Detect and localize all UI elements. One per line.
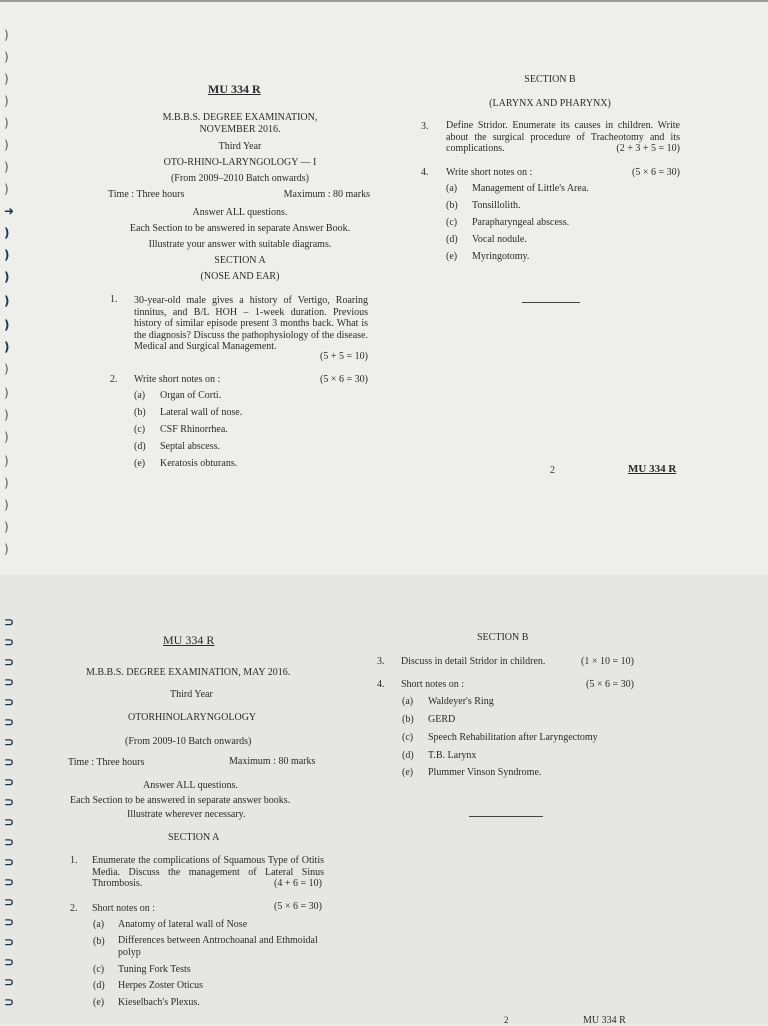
year: Third Year [170, 689, 213, 700]
question-2-marks: (5 × 6 = 30) [274, 901, 322, 912]
section-a-heading: SECTION A [168, 832, 220, 843]
sub-item-text: Plummer Vinson Syndrome. [428, 767, 542, 778]
instruction-illustrate: Illustrate wherever necessary. [127, 809, 246, 820]
paper-code: MU 334 R [163, 633, 215, 647]
sub-item-label: (a) [446, 183, 458, 194]
instruction-answer-book: Each Section to be answered in separate Answer Book. [129, 223, 351, 234]
binding-hole-icon: ) [4, 520, 9, 534]
question-4-marks: (5 × 6 = 30) [586, 679, 634, 690]
binding-hole-icon: ⊃ [4, 615, 15, 629]
sub-item-text: Anatomy of lateral wall of Nose [118, 919, 248, 930]
exam-title: M.B.B.S. DEGREE EXAMINATION, [162, 112, 318, 123]
footer-paper-code: MU 334 R [628, 463, 677, 475]
question-number: 3. [421, 121, 429, 132]
binding-hole-icon: ) [4, 116, 9, 130]
binding-hole-icon: ⊃ [4, 695, 15, 709]
binding-hole-icon: ⊃ [4, 975, 15, 989]
sub-item-text: Management of Little's Area. [472, 183, 589, 194]
binding-hole-icon: ) [4, 248, 10, 262]
question-4-text: Write short notes on : [446, 167, 533, 178]
question-2-marks: (5 × 6 = 30) [320, 374, 368, 385]
instruction-answer-book: Each Section to be answered in separate answer books. [70, 795, 291, 806]
question-number: 1. [70, 855, 78, 866]
question-number: 3. [377, 656, 385, 667]
sub-item-text: CSF Rhinorrhea. [160, 424, 228, 435]
year: Third Year [218, 141, 262, 152]
instruction-answer-all: Answer ALL questions. [143, 780, 238, 791]
sub-item-text: Vocal nodule. [472, 234, 527, 245]
subject: OTORHINOLARYNGOLOGY [128, 712, 257, 723]
question-2-text: Write short notes on : [134, 374, 221, 385]
question-2-text: Short notes on : [92, 903, 156, 914]
question-4-marks: (5 × 6 = 30) [632, 167, 680, 178]
binding-hole-icon: ⊃ [4, 655, 15, 669]
sub-item-label: (c) [134, 424, 146, 435]
sub-item-text: Speech Rehabilitation after Laryngectomy [428, 732, 598, 743]
sub-item-text: Tonsillolith. [472, 200, 521, 211]
binding-hole-icon: ⊃ [4, 815, 15, 829]
binding-holes [0, 2, 16, 577]
question-4-text: Short notes on : [401, 679, 465, 690]
section-a-heading: SECTION A [214, 255, 266, 266]
exam-title: M.B.B.S. DEGREE EXAMINATION, MAY 2016. [86, 667, 291, 678]
binding-hole-icon: ) [4, 408, 9, 422]
footer-paper-code: MU 334 R [583, 1015, 626, 1026]
batch: (From 2009–2010 Batch onwards) [170, 173, 310, 184]
sub-item-label: (b) [134, 407, 146, 418]
question-1-text: Enumerate the complications of Squamous Type of Otitis Media. Discuss the management of Lateral Sinus Thrombosis. [92, 855, 324, 889]
sub-item-label: (b) [402, 714, 414, 725]
binding-hole-icon: ⊃ [4, 875, 15, 889]
sub-item-label: (c) [93, 964, 105, 975]
section-a-subheading: (NOSE AND EAR) [200, 271, 280, 282]
binding-hole-icon: ) [4, 476, 9, 490]
binding-hole-icon: ) [4, 160, 9, 174]
sub-item-text: Tuning Fork Tests [118, 964, 191, 975]
question-3-text: Discuss in detail Stridor in children. [401, 656, 546, 667]
binding-hole-icon: ) [4, 386, 9, 400]
binding-hole-icon: ) [4, 28, 9, 42]
sub-item-label: (e) [446, 251, 458, 262]
binding-hole-icon: ) [4, 498, 9, 512]
sub-item-label: (d) [446, 234, 458, 245]
binding-hole-icon: ⊃ [4, 775, 15, 789]
page-number: 2 [550, 465, 555, 476]
binding-hole-icon: ) [4, 270, 10, 284]
binding-hole-icon: ⊃ [4, 715, 15, 729]
section-b-subheading: (LARYNX AND PHARYNX) [489, 98, 611, 109]
sub-item-text: Keratosis obturans. [160, 458, 238, 469]
sub-item-label: (d) [93, 980, 105, 991]
page-number: 2 [504, 1015, 509, 1025]
binding-hole-icon: ) [4, 318, 10, 332]
sub-item-text: Myringotomy. [472, 251, 530, 262]
sub-item-label: (b) [93, 936, 105, 947]
sub-item-label: (e) [93, 997, 105, 1008]
binding-hole-icon: ⊃ [4, 895, 15, 909]
sub-item-label: (c) [402, 732, 414, 743]
question-number: 4. [421, 167, 429, 178]
binding-hole-icon: ) [4, 94, 9, 108]
instruction-diagrams: Illustrate your answer with suitable diagrams. [148, 239, 332, 250]
binding-hole-icon: ) [4, 138, 9, 152]
maximum-marks: Maximum : 80 marks [229, 756, 316, 767]
sub-item-text: Waldeyer's Ring [428, 696, 494, 707]
exam-date: NOVEMBER 2016. [199, 124, 281, 135]
end-rule [469, 816, 543, 817]
binding-hole-icon: ) [4, 340, 10, 354]
binding-holes [0, 575, 16, 1024]
section-b-heading: SECTION B [477, 632, 529, 643]
binding-hole-icon: ⊃ [4, 795, 15, 809]
question-number: 1. [110, 294, 118, 305]
section-b-heading: SECTION B [524, 74, 576, 85]
binding-hole-icon: ⊃ [4, 835, 15, 849]
time-allowed: Time : Three hours [68, 757, 145, 768]
sub-item-label: (e) [134, 458, 146, 469]
maximum-marks: Maximum : 80 marks [283, 189, 370, 200]
binding-hole-icon: ⊃ [4, 935, 15, 949]
subject: OTO-RHINO-LARYNGOLOGY — I [163, 157, 317, 168]
end-rule [522, 302, 580, 303]
binding-hole-icon: ⊃ [4, 995, 15, 1009]
sub-item-label: (e) [402, 767, 414, 778]
sub-item-label: (d) [402, 750, 414, 761]
sub-item-text: Lateral wall of nose. [160, 407, 243, 418]
question-3-marks: (1 × 10 = 10) [581, 656, 634, 667]
sub-item-label: (a) [93, 919, 105, 930]
sub-item-text: Differences between Antrochoanal and Ethmoidal polyp [118, 935, 318, 958]
question-number: 4. [377, 679, 385, 690]
binding-hole-icon: ⊃ [4, 755, 15, 769]
binding-hole-icon: ) [4, 542, 9, 556]
question-1-marks: (4 + 6 = 10) [274, 878, 322, 889]
binding-hole-icon: ) [4, 362, 9, 376]
binding-hole-icon: ) [4, 294, 10, 308]
sub-item-text: GERD [428, 714, 456, 725]
batch: (From 2009-10 Batch onwards) [125, 736, 252, 747]
time-allowed: Time : Three hours [108, 189, 185, 200]
binding-hole-icon: ) [4, 430, 9, 444]
sub-item-label: (b) [446, 200, 458, 211]
question-1-marks: (5 + 5 = 10) [320, 351, 368, 362]
binding-hole-icon: ⊃ [4, 855, 15, 869]
sub-item-text: T.B. Larynx [428, 750, 477, 761]
question-number: 2. [70, 903, 78, 914]
binding-hole-icon: ⊃ [4, 635, 15, 649]
sub-item-text: Organ of Corti. [160, 390, 222, 401]
sub-item-label: (c) [446, 217, 458, 228]
paper-code: MU 334 R [208, 82, 261, 96]
binding-hole-icon: ➜ [4, 204, 15, 218]
binding-hole-icon: ) [4, 50, 9, 64]
sub-item-label: (a) [402, 696, 414, 707]
binding-hole-icon: ) [4, 454, 9, 468]
instruction-answer-all: Answer ALL questions. [192, 207, 288, 218]
binding-hole-icon: ⊃ [4, 955, 15, 969]
question-3-marks: (2 + 3 + 5 = 10) [616, 143, 680, 154]
binding-hole-icon: ⊃ [4, 675, 15, 689]
binding-hole-icon: ⊃ [4, 915, 15, 929]
sub-item-text: Kieselbach's Plexus. [118, 997, 200, 1008]
question-number: 2. [110, 374, 118, 385]
sub-item-text: Septal abscess. [160, 441, 220, 452]
question-1-text: 30-year-old male gives a history of Vertigo, Roaring tinnitus, and B/L HOH – 1-week duration. Previous history of similar episode present 3 months back. What is the diagnosis? Discuss the pathophysiology of the disease. Medical and Surgical Management. [134, 295, 368, 352]
question-3-text: Define Stridor. Enumerate its causes in children. Write about the surgical procedure of Tracheotomy and its complications. [446, 120, 680, 154]
binding-hole-icon: ) [4, 182, 9, 196]
binding-hole-icon: ⊃ [4, 735, 15, 749]
sub-item-text: Parapharyngeal abscess. [472, 217, 570, 228]
binding-hole-icon: ) [4, 226, 10, 240]
binding-hole-icon: ) [4, 72, 9, 86]
sub-item-text: Herpes Zoster Oticus [118, 980, 203, 991]
sub-item-label: (a) [134, 390, 146, 401]
sub-item-label: (d) [134, 441, 146, 452]
exam-paper-may-2016 [0, 575, 768, 1024]
